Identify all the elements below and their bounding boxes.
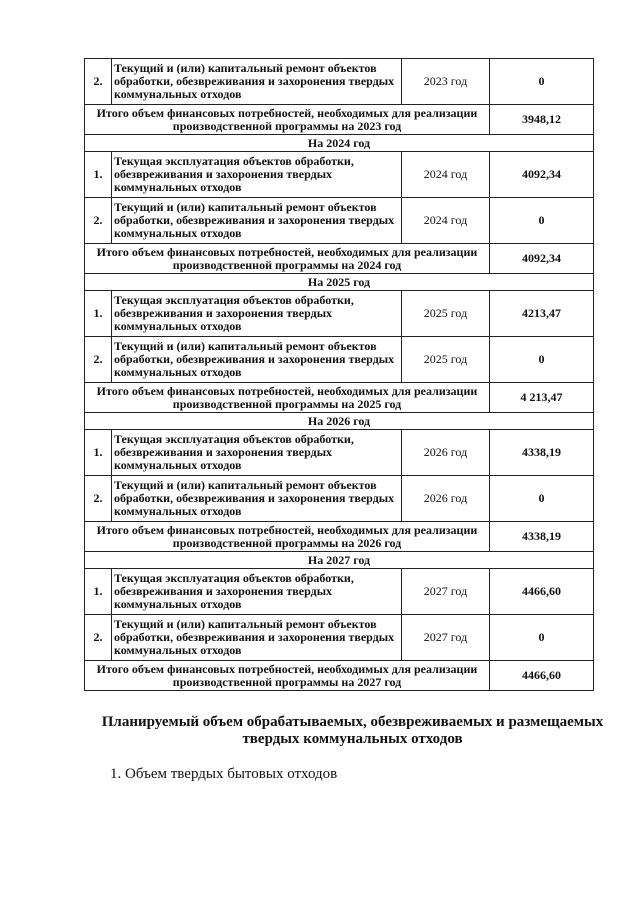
row-name: Текущий и (или) капитальный ремонт объектов обработки, обезвреживания и захоронения твердых коммунальных отходов <box>112 476 402 522</box>
year-header: На 2026 год <box>85 413 594 430</box>
total-value: 4338,19 <box>490 522 594 552</box>
row-year: 2027 год <box>402 569 490 615</box>
row-number: 2. <box>85 615 112 661</box>
financial-needs-table <box>84 58 594 691</box>
table-row <box>85 615 594 661</box>
row-value: 4213,47 <box>490 291 594 337</box>
total-row <box>85 105 594 135</box>
total-row <box>85 522 594 552</box>
table-row <box>85 337 594 383</box>
total-label: Итого объем финансовых потребностей, необходимых для реализации производственной программы на 2025 год <box>85 383 490 413</box>
total-row <box>85 383 594 413</box>
year-header-row <box>85 552 594 569</box>
table-row <box>85 59 594 105</box>
row-name: Текущая эксплуатация объектов обработки, обезвреживания и захоронения твердых коммунальных отходов <box>112 569 402 615</box>
row-name: Текущая эксплуатация объектов обработки, обезвреживания и захоронения твердых коммунальных отходов <box>112 430 402 476</box>
table-row <box>85 430 594 476</box>
row-value: 0 <box>490 615 594 661</box>
row-number: 2. <box>85 59 112 105</box>
table-row <box>85 152 594 198</box>
year-header: На 2027 год <box>85 552 594 569</box>
row-name: Текущая эксплуатация объектов обработки, обезвреживания и захоронения твердых коммунальных отходов <box>112 291 402 337</box>
total-label: Итого объем финансовых потребностей, необходимых для реализации производственной программы на 2024 год <box>85 244 490 274</box>
row-number: 1. <box>85 291 112 337</box>
row-year: 2027 год <box>402 615 490 661</box>
row-name: Текущий и (или) капитальный ремонт объектов обработки, обезвреживания и захоронения твердых коммунальных отходов <box>112 198 402 244</box>
year-header-row <box>85 274 594 291</box>
row-number: 1. <box>85 152 112 198</box>
table-row <box>85 198 594 244</box>
row-year: 2026 год <box>402 430 490 476</box>
total-value: 3948,12 <box>490 105 594 135</box>
row-value: 4338,19 <box>490 430 594 476</box>
total-label: Итого объем финансовых потребностей, необходимых для реализации производственной программы на 2026 год <box>85 522 490 552</box>
total-value: 4466,60 <box>490 661 594 691</box>
year-header: На 2024 год <box>85 135 594 152</box>
total-label: Итого объем финансовых потребностей, необходимых для реализации производственной программы на 2027 год <box>85 661 490 691</box>
list-item: 1. Объем твердых бытовых отходов <box>110 766 338 782</box>
total-value: 4092,34 <box>490 244 594 274</box>
total-row <box>85 661 594 691</box>
table-row <box>85 476 594 522</box>
total-value: 4 213,47 <box>490 383 594 413</box>
year-header-row <box>85 135 594 152</box>
row-name: Текущий и (или) капитальный ремонт объектов обработки, обезвреживания и захоронения твердых коммунальных отходов <box>112 615 402 661</box>
row-value: 0 <box>490 198 594 244</box>
row-value: 4466,60 <box>490 569 594 615</box>
row-year: 2024 год <box>402 198 490 244</box>
row-year: 2025 год <box>402 337 490 383</box>
row-number: 1. <box>85 569 112 615</box>
row-value: 4092,34 <box>490 152 594 198</box>
row-name: Текущий и (или) капитальный ремонт объектов обработки, обезвреживания и захоронения твердых коммунальных отходов <box>112 337 402 383</box>
row-number: 2. <box>85 476 112 522</box>
total-row <box>85 244 594 274</box>
row-value: 0 <box>490 337 594 383</box>
total-label: Итого объем финансовых потребностей, необходимых для реализации производственной программы на 2023 год <box>85 105 490 135</box>
row-number: 2. <box>85 337 112 383</box>
table-row <box>85 291 594 337</box>
row-name: Текущая эксплуатация объектов обработки, обезвреживания и захоронения твердых коммунальных отходов <box>112 152 402 198</box>
row-value: 0 <box>490 59 594 105</box>
row-year: 2023 год <box>402 59 490 105</box>
year-header-row <box>85 413 594 430</box>
row-value: 0 <box>490 476 594 522</box>
year-header: На 2025 год <box>85 274 594 291</box>
row-number: 2. <box>85 198 112 244</box>
row-year: 2026 год <box>402 476 490 522</box>
section-title: Планируемый объем обрабатываемых, обезвреживаемых и размещаемых твердых коммунальных отходов <box>101 714 604 747</box>
row-name: Текущий и (или) капитальный ремонт объектов обработки, обезвреживания и захоронения твердых коммунальных отходов <box>112 59 402 105</box>
table-row <box>85 569 594 615</box>
row-year: 2025 год <box>402 291 490 337</box>
row-number: 1. <box>85 430 112 476</box>
row-year: 2024 год <box>402 152 490 198</box>
